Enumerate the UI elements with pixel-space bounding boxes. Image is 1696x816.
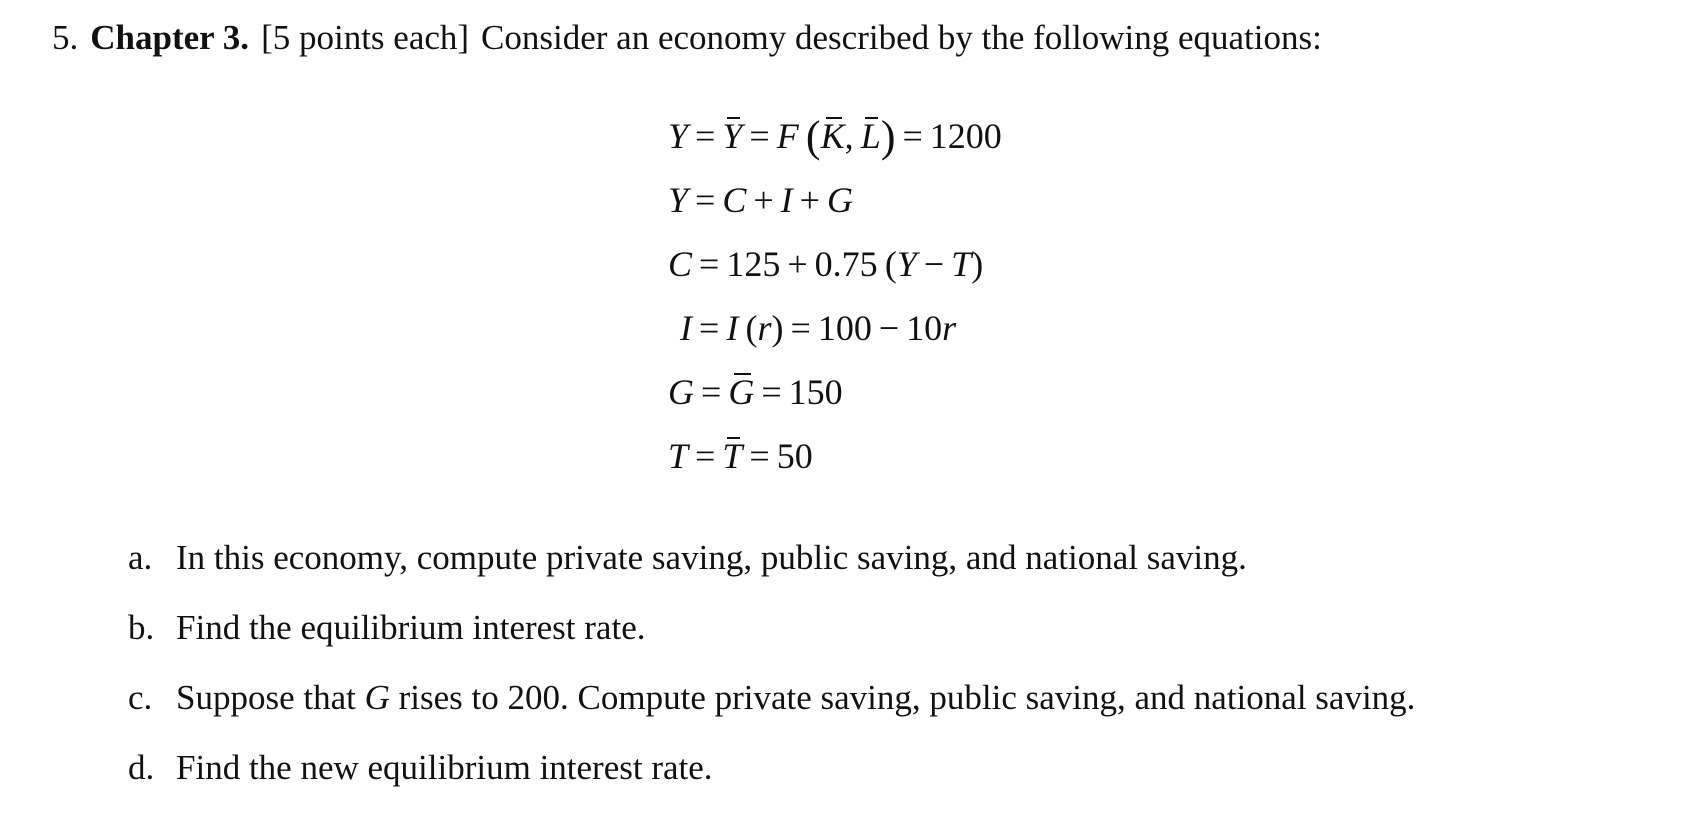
part-c-label: c. bbox=[128, 678, 153, 717]
equation-taxes: T = T = 50 bbox=[668, 430, 1002, 494]
part-d-label: d. bbox=[128, 748, 155, 787]
output-value: 1200 bbox=[929, 116, 1002, 156]
part-b bbox=[128, 606, 1415, 676]
part-a-label: a. bbox=[128, 538, 153, 577]
investment-intercept: 100 bbox=[817, 308, 872, 348]
part-a bbox=[128, 536, 1415, 606]
equation-output: Y = Y = F (K, L) = 1200 bbox=[668, 112, 1002, 161]
equation-investment: I = I (r) = 100 − 10r bbox=[680, 308, 957, 348]
chapter-label: Chapter 3. bbox=[90, 18, 250, 57]
equation-system bbox=[668, 110, 1002, 494]
equation-government: G = G = 150 bbox=[668, 366, 1002, 430]
problem-number: 5. bbox=[52, 18, 79, 57]
part-a-text: In this economy, compute private saving, public saving, and national saving. bbox=[176, 538, 1247, 577]
part-b-label: b. bbox=[128, 608, 155, 647]
part-c-text-before: Suppose that bbox=[176, 678, 356, 717]
government-value: 150 bbox=[788, 372, 843, 412]
equation-identity: Y = C + I + G bbox=[668, 180, 853, 220]
part-c bbox=[128, 676, 1415, 746]
points-label: [5 points each] bbox=[261, 18, 470, 57]
taxes-value: 50 bbox=[776, 436, 813, 476]
part-b-text: Find the equilibrium interest rate. bbox=[176, 608, 646, 647]
consumption-constant: 125 bbox=[726, 244, 781, 284]
part-d-text: Find the new equilibrium interest rate. bbox=[176, 748, 713, 787]
question-parts bbox=[128, 536, 1415, 816]
consumption-mpc: 0.75 bbox=[814, 244, 878, 284]
problem-intro: Consider an economy described by the following equations: bbox=[481, 18, 1322, 57]
part-c-variable: G bbox=[364, 678, 390, 717]
equation-consumption: C = 125 + 0.75 (Y − T) bbox=[668, 244, 984, 284]
part-d bbox=[128, 746, 1415, 816]
investment-slope: 10 bbox=[906, 308, 943, 348]
problem-header bbox=[52, 16, 1322, 60]
part-c-text-after: rises to 200. Compute private saving, public saving, and national saving. bbox=[398, 678, 1416, 717]
